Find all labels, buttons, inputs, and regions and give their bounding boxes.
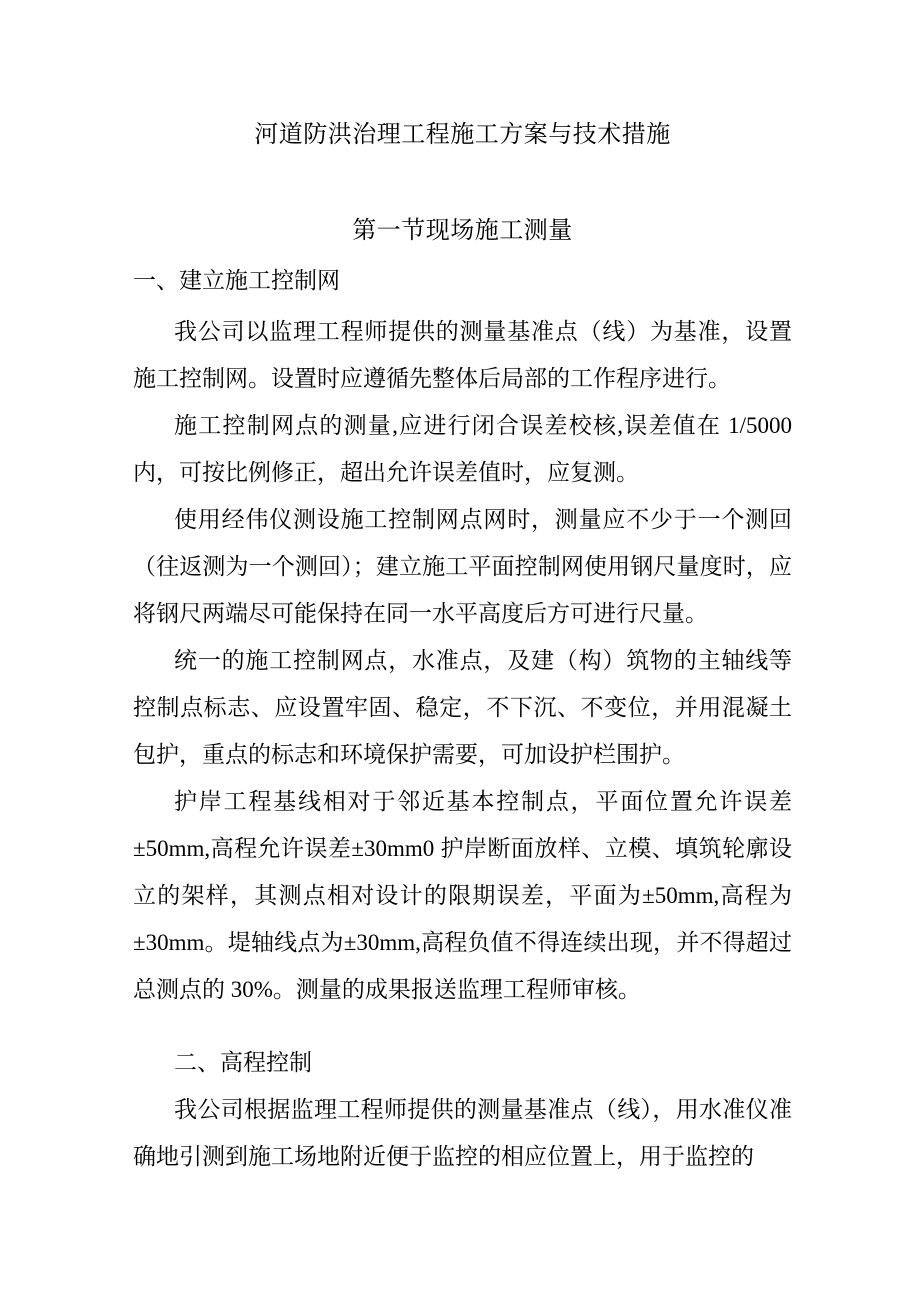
paragraph-elevation-control: 我公司根据监理工程师提供的测量基准点（线），用水准仪准确地引测到施工场地附近便于监控的相应位置上，用于监控的 bbox=[133, 1097, 792, 1169]
document-title: 河道防洪治理工程施工方案与技术措施 bbox=[254, 122, 671, 148]
paragraph-theodolite-measurement: 使用经伟仪测设施工控制网点网时，测量应不少于一个测回（往返测为一个测回）；建立施工平面控制网使用钢尺量度时，应将钢尺两端尽可能保持在同一水平高度后方可进行尺量。 bbox=[133, 507, 792, 626]
paragraph-control-network-setup: 我公司以监理工程师提供的测量基准点（线）为基准，设置施工控制网。设置时应遵循先整体后局部的工作程序进行。 bbox=[133, 319, 792, 391]
paragraph-control-point-marks: 统一的施工控制网点，水准点，及建（构）筑物的主轴线等控制点标志、应设置牢固、稳定，不下沉、不变位，并用混凝土包护，重点的标志和环境保护需要，可加设护栏围护。 bbox=[133, 648, 792, 767]
subsection-heading-1: 一、建立施工控制网 bbox=[133, 268, 340, 293]
section-heading: 第一节现场施工测量 bbox=[352, 218, 573, 244]
subsection-heading-2: 二、高程控制 bbox=[174, 1050, 312, 1075]
paragraph-revetment-baseline-tolerance: 护岸工程基线相对于邻近基本控制点，平面位置允许误差±50mm,高程允许误差±30mm0 护岸断面放样、立模、填筑轮廓设立的架样，其测点相对设计的限期误差，平面为±50mm,高程为±30mm。堤轴线点为±30mm,高程负值不得连续出现，并不得超过总测点的 30%。测量的成果报送监理工程师审核。 bbox=[133, 789, 792, 1002]
paragraph-closure-error-check: 施工控制网点的测量,应进行闭合误差校核,误差值在 1/5000 内，可按比例修正，超出允许误差值时，应复测。 bbox=[133, 413, 792, 485]
